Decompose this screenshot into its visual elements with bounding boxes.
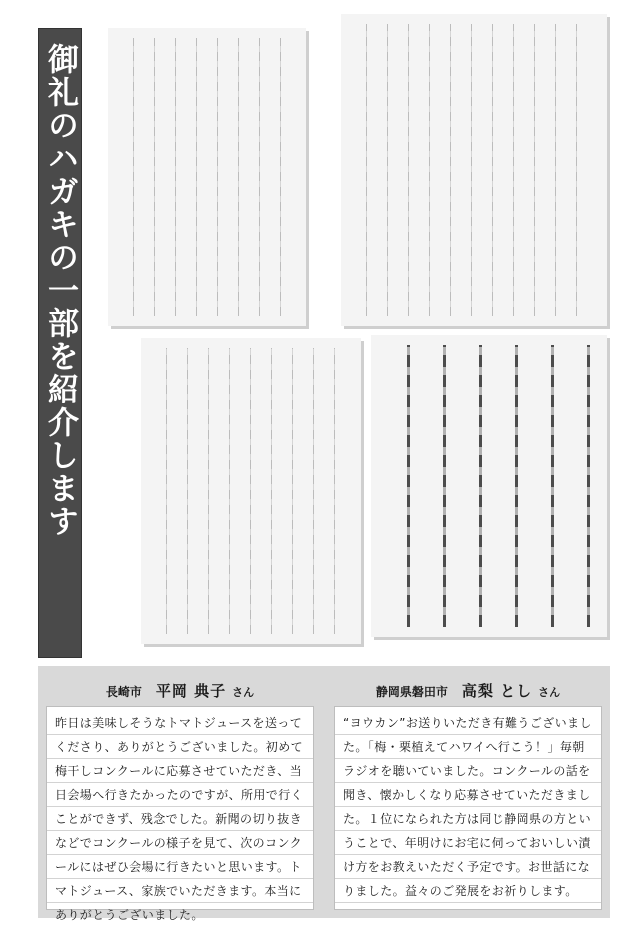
letter-header	[46, 676, 314, 706]
sender-name: 高梨 とし	[461, 682, 533, 700]
sender-name: 平岡 典子	[155, 682, 227, 700]
sender-city: 静岡県磐田市	[375, 685, 448, 699]
honorific: さん	[538, 686, 561, 699]
letter-body: 昨日は美味しそうなトマトジュースを送ってくださり、ありがとうございました。初めて梅干しコンクールに応募させていただき、当日会場へ行きたかったのですが、所用で行くことができず、残念でした。新聞の切り抜きなどでコンクールの様子を見て、次のコンクールにはぜひ会場に行きたいと思います。トマトジュース、家族でいただきます。本当にありがとうございました。	[46, 706, 314, 910]
sender-city: 長崎市	[105, 685, 142, 699]
postcard-top-right	[341, 14, 607, 326]
postcard-top-left	[108, 28, 306, 326]
postcard-bottom-right	[371, 335, 607, 637]
banner-title: 御礼のハガキの一部を紹介します	[42, 43, 78, 538]
letter-body: “ヨウカン”お送りいただき有難うございました。「梅・栗植えてハワイへ行こう！」毎朝ラジオを聴いていました。コンクールの話を聞き、懐かしくなり応募させていただきました。１位になられた方は同じ静岡県の方ということで、年明けにお宅に伺っておいしい漬け方をお教えいただく予定です。お世話になりました。益々のご発展をお祈りします。	[334, 706, 602, 910]
postcard-bottom-left	[141, 338, 361, 644]
letter-takanashi	[334, 676, 602, 910]
section-banner	[38, 28, 82, 658]
letters-panel	[38, 666, 610, 922]
honorific: さん	[232, 686, 255, 699]
letter-hiraoka	[46, 676, 314, 922]
letter-header	[334, 676, 602, 706]
